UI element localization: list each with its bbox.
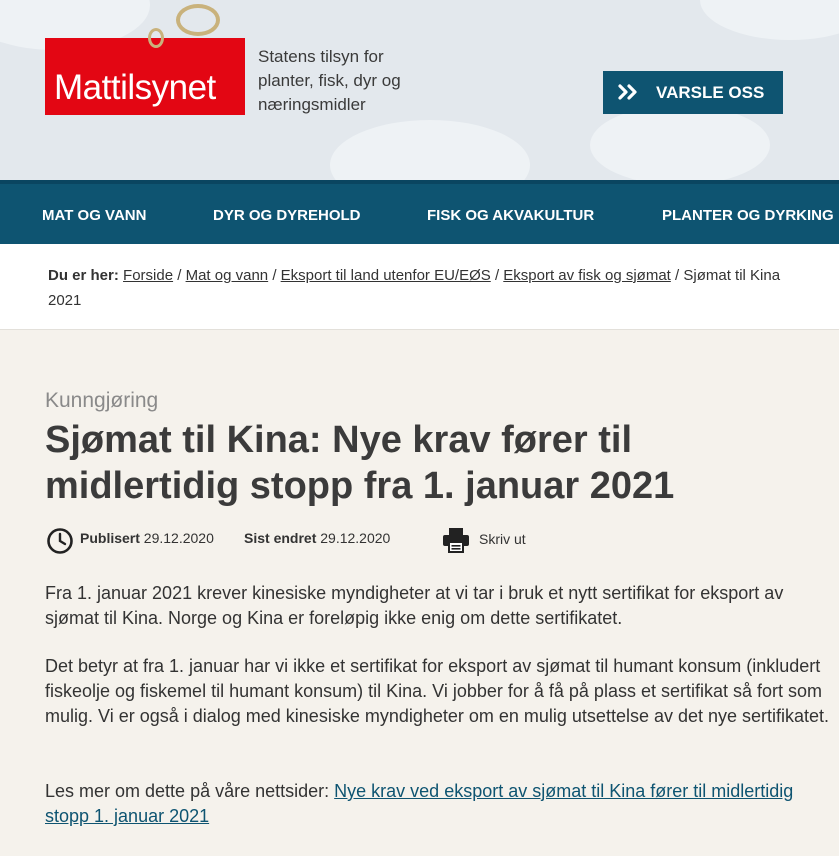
breadcrumb-link-eksport-fisk[interactable]: Eksport av fisk og sjømat: [503, 267, 671, 284]
read-more-link[interactable]: Nye krav ved eksport av sjømat til Kina fører til midlertidig stopp 1. januar 2021: [45, 781, 794, 826]
print-label: Skriv ut: [479, 531, 526, 547]
article-kicker: Kunngjøring: [45, 389, 159, 412]
breadcrumb-prefix: Du er her:: [48, 267, 119, 284]
decorative-cloud: [330, 120, 530, 180]
modified-info: [244, 530, 390, 546]
nav-item-fisk-og-akvakultur[interactable]: FISK OG AKVAKULTUR: [427, 207, 595, 224]
varsle-oss-label: VARSLE OSS: [656, 83, 765, 102]
read-more-text: Les mer om dette på våre nettsider:: [45, 781, 335, 801]
logo-wordmark: Mattilsynet: [54, 68, 216, 107]
site-tagline: [258, 45, 448, 117]
nav-item-mat-og-vann[interactable]: MAT OG VANN: [42, 207, 147, 224]
modified-date: 29.12.2020: [320, 530, 391, 546]
breadcrumb: [0, 244, 839, 330]
breadcrumb-separator: /: [272, 267, 277, 284]
article-paragraph: Det betyr at fra 1. januar har vi ikke et sertifikat for eksport av sjømat til humant konsum (inkludert fiskeolje og fiskemel til humant konsum) til Kina. Vi jobber for å få på plass et sertifikat så fort som mulig. Vi er også i dialog med kinesiske myndigheter om en mulig utsettelse av det nye sertifikatet.: [45, 656, 830, 726]
main-navigation: [0, 180, 839, 244]
tagline-line: næringsmidler: [258, 95, 366, 114]
breadcrumb-link-mat-og-vann[interactable]: Mat og vann: [185, 267, 269, 284]
varsle-oss-button[interactable]: [603, 71, 783, 114]
published-info: [80, 530, 214, 546]
breadcrumb-separator: /: [675, 267, 680, 284]
published-label: Publisert: [80, 530, 140, 546]
double-chevron-right-icon: [618, 84, 640, 105]
site-header: [0, 0, 839, 180]
breadcrumb-separator: /: [494, 267, 500, 284]
mattilsynet-logo[interactable]: [45, 38, 245, 115]
tagline-line: Statens tilsyn for: [258, 47, 384, 66]
logo-bubble-small: [148, 28, 164, 48]
print-button[interactable]: [442, 527, 542, 555]
printer-icon: [442, 527, 470, 558]
modified-label: Sist endret: [244, 530, 317, 546]
article-paragraph-read-more: [45, 779, 835, 829]
breadcrumb-current-continued: 2021: [48, 292, 82, 309]
breadcrumb-link-forside[interactable]: Forside: [123, 267, 174, 284]
article-paragraph: Fra 1. januar 2021 krever kinesiske myndigheter at vi tar i bruk et nytt sertifikat for eksport av sjømat til Kina. Norge og Kina er foreløpig ikke enig om dette sertifikatet.: [45, 583, 784, 628]
clock-icon: [46, 527, 74, 560]
nav-item-planter-og-dyrking[interactable]: PLANTER OG DYRKING: [662, 207, 834, 224]
decorative-cloud: [590, 105, 770, 180]
page-title: Sjømat til Kina: Nye krav fører til midlertidig stopp fra 1. januar 2021: [45, 419, 675, 507]
decorative-cloud: [700, 0, 839, 40]
nav-item-dyr-og-dyrehold[interactable]: DYR OG DYREHOLD: [213, 207, 361, 224]
breadcrumb-line: [48, 267, 780, 284]
published-date: 29.12.2020: [143, 530, 214, 546]
breadcrumb-separator: /: [177, 267, 182, 284]
breadcrumb-link-eksport-utenfor-eu[interactable]: Eksport til land utenfor EU/EØS: [280, 267, 491, 284]
logo-bubble-large: [176, 4, 220, 36]
breadcrumb-current: Sjømat til Kina: [683, 267, 781, 284]
tagline-line: planter, fisk, dyr og: [258, 71, 401, 90]
